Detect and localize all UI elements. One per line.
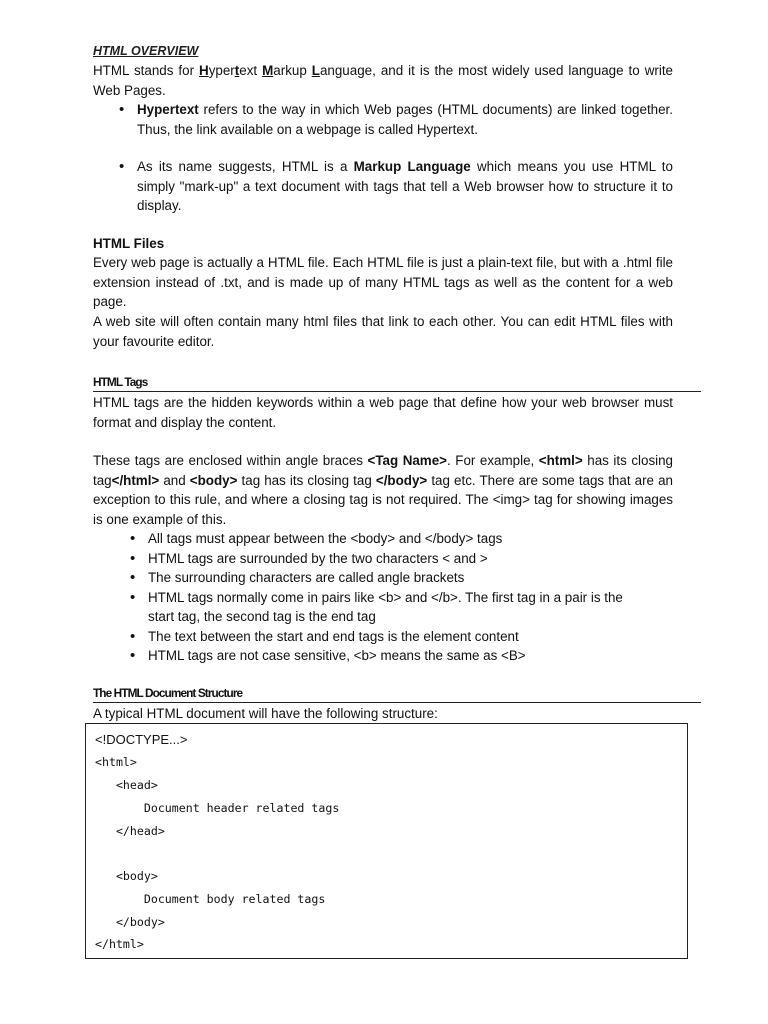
html-files-paragraph-2: A web site will often contain many html files that link to each other. You can edit HTML files with your favourite editor. xyxy=(93,314,673,349)
html-tags-bullet-list xyxy=(130,529,673,666)
list-item: • HTML tags are not case sensitive, <b> means the same as <B> xyxy=(130,646,673,666)
page-title: HTML OVERVIEW xyxy=(93,44,199,58)
bullet-text: which means you use HTML to simply "mark-up" a text document with tags that tell a Web browser how to structure it to display. xyxy=(137,159,673,213)
html-files-heading: HTML Files xyxy=(93,236,165,251)
code-line-html-close: </html> xyxy=(95,937,144,951)
list-item: • All tags must appear between the <body> and </body> tags xyxy=(130,529,673,549)
tag-text: and xyxy=(159,472,190,488)
code-line-head-open: <head> xyxy=(95,778,158,792)
overview-bullet-list xyxy=(119,100,673,216)
code-example-box xyxy=(85,723,688,959)
tag-text: tag etc. There are some tags that are an exception to this rule, and where a closing tag is not required. The <img> tag for showing images is one example of this. xyxy=(93,472,673,527)
overview-bullet-markup-language xyxy=(119,157,673,216)
bullet-bold-term: Markup Language xyxy=(353,159,471,174)
code-line-body-close: </body> xyxy=(95,915,165,929)
markup-letter-m: M xyxy=(262,63,274,78)
tag-name-example: <Tag Name> xyxy=(367,453,447,468)
bullet-text: refers to the way in which Web pages (HTML documents) are linked together. Thus, the link available on a webpage is called Hypertext. xyxy=(137,102,673,137)
intro-prefix: HTML stands for xyxy=(93,63,200,78)
body-open-tag: <body> xyxy=(189,472,238,488)
html-tags-paragraph-2 xyxy=(93,451,673,529)
code-line-doctype: <!DOCTYPE...> xyxy=(95,732,188,747)
hyper-text: yper xyxy=(208,63,235,78)
html-tags-paragraph-1: HTML tags are the hidden keywords within a web page that define how your web browser must format and display the content. xyxy=(93,395,673,430)
markup-text: arkup xyxy=(273,63,312,78)
tag-text: . For example, xyxy=(447,453,539,468)
code-line-body-content: Document body related tags xyxy=(95,892,326,906)
tag-text: tag has its closing tag xyxy=(237,472,376,488)
html-close-tag: </html> xyxy=(111,472,160,488)
code-line-head-content: Document header related tags xyxy=(95,801,340,815)
tag-text: has its closing tag xyxy=(93,453,674,488)
intro-suffix: anguage, and it is the most widely used language to write Web Pages. xyxy=(93,63,673,98)
list-item: • HTML tags normally come in pairs like <b> and </b>. The first tag in a pair is the start tag, the second tag is the end tag xyxy=(130,588,630,627)
html-open-tag: <html> xyxy=(538,453,583,468)
code-line-html-open: <html> xyxy=(95,755,137,769)
hyper-letter-t: t xyxy=(234,63,240,78)
list-item: • HTML tags are surrounded by the two characters < and > xyxy=(130,549,673,569)
html-tags-heading: HTML Tags xyxy=(93,374,701,392)
tag-text: These tags are enclosed within angle braces xyxy=(93,453,368,468)
code-line-head-close: </head> xyxy=(95,824,165,838)
list-item: • The text between the start and end tags is the element content xyxy=(130,627,673,647)
list-item: • The surrounding characters are called angle brackets xyxy=(130,568,673,588)
overview-intro xyxy=(93,61,673,100)
overview-bullet-hypertext xyxy=(119,100,673,139)
body-close-tag: </body> xyxy=(375,472,428,488)
document-structure-intro: A typical HTML document will have the following structure: xyxy=(93,706,438,721)
language-letter-l: L xyxy=(311,63,320,78)
hyper-letter-h: H xyxy=(199,63,209,78)
hyper-text-end: ext xyxy=(239,63,263,78)
bullet-prefix: As its name suggests, HTML is a xyxy=(137,159,354,174)
html-files-paragraph-1: Every web page is actually a HTML file. Each HTML file is just a plain-text file, but with a .html file extension instead of .txt, and is made up of many HTML tags as well as the content for a web page. xyxy=(93,255,673,309)
bullet-bold-term: Hypertext xyxy=(137,102,199,117)
document-structure-heading: The HTML Document Structure xyxy=(93,685,701,703)
code-line-body-open: <body> xyxy=(95,869,158,883)
